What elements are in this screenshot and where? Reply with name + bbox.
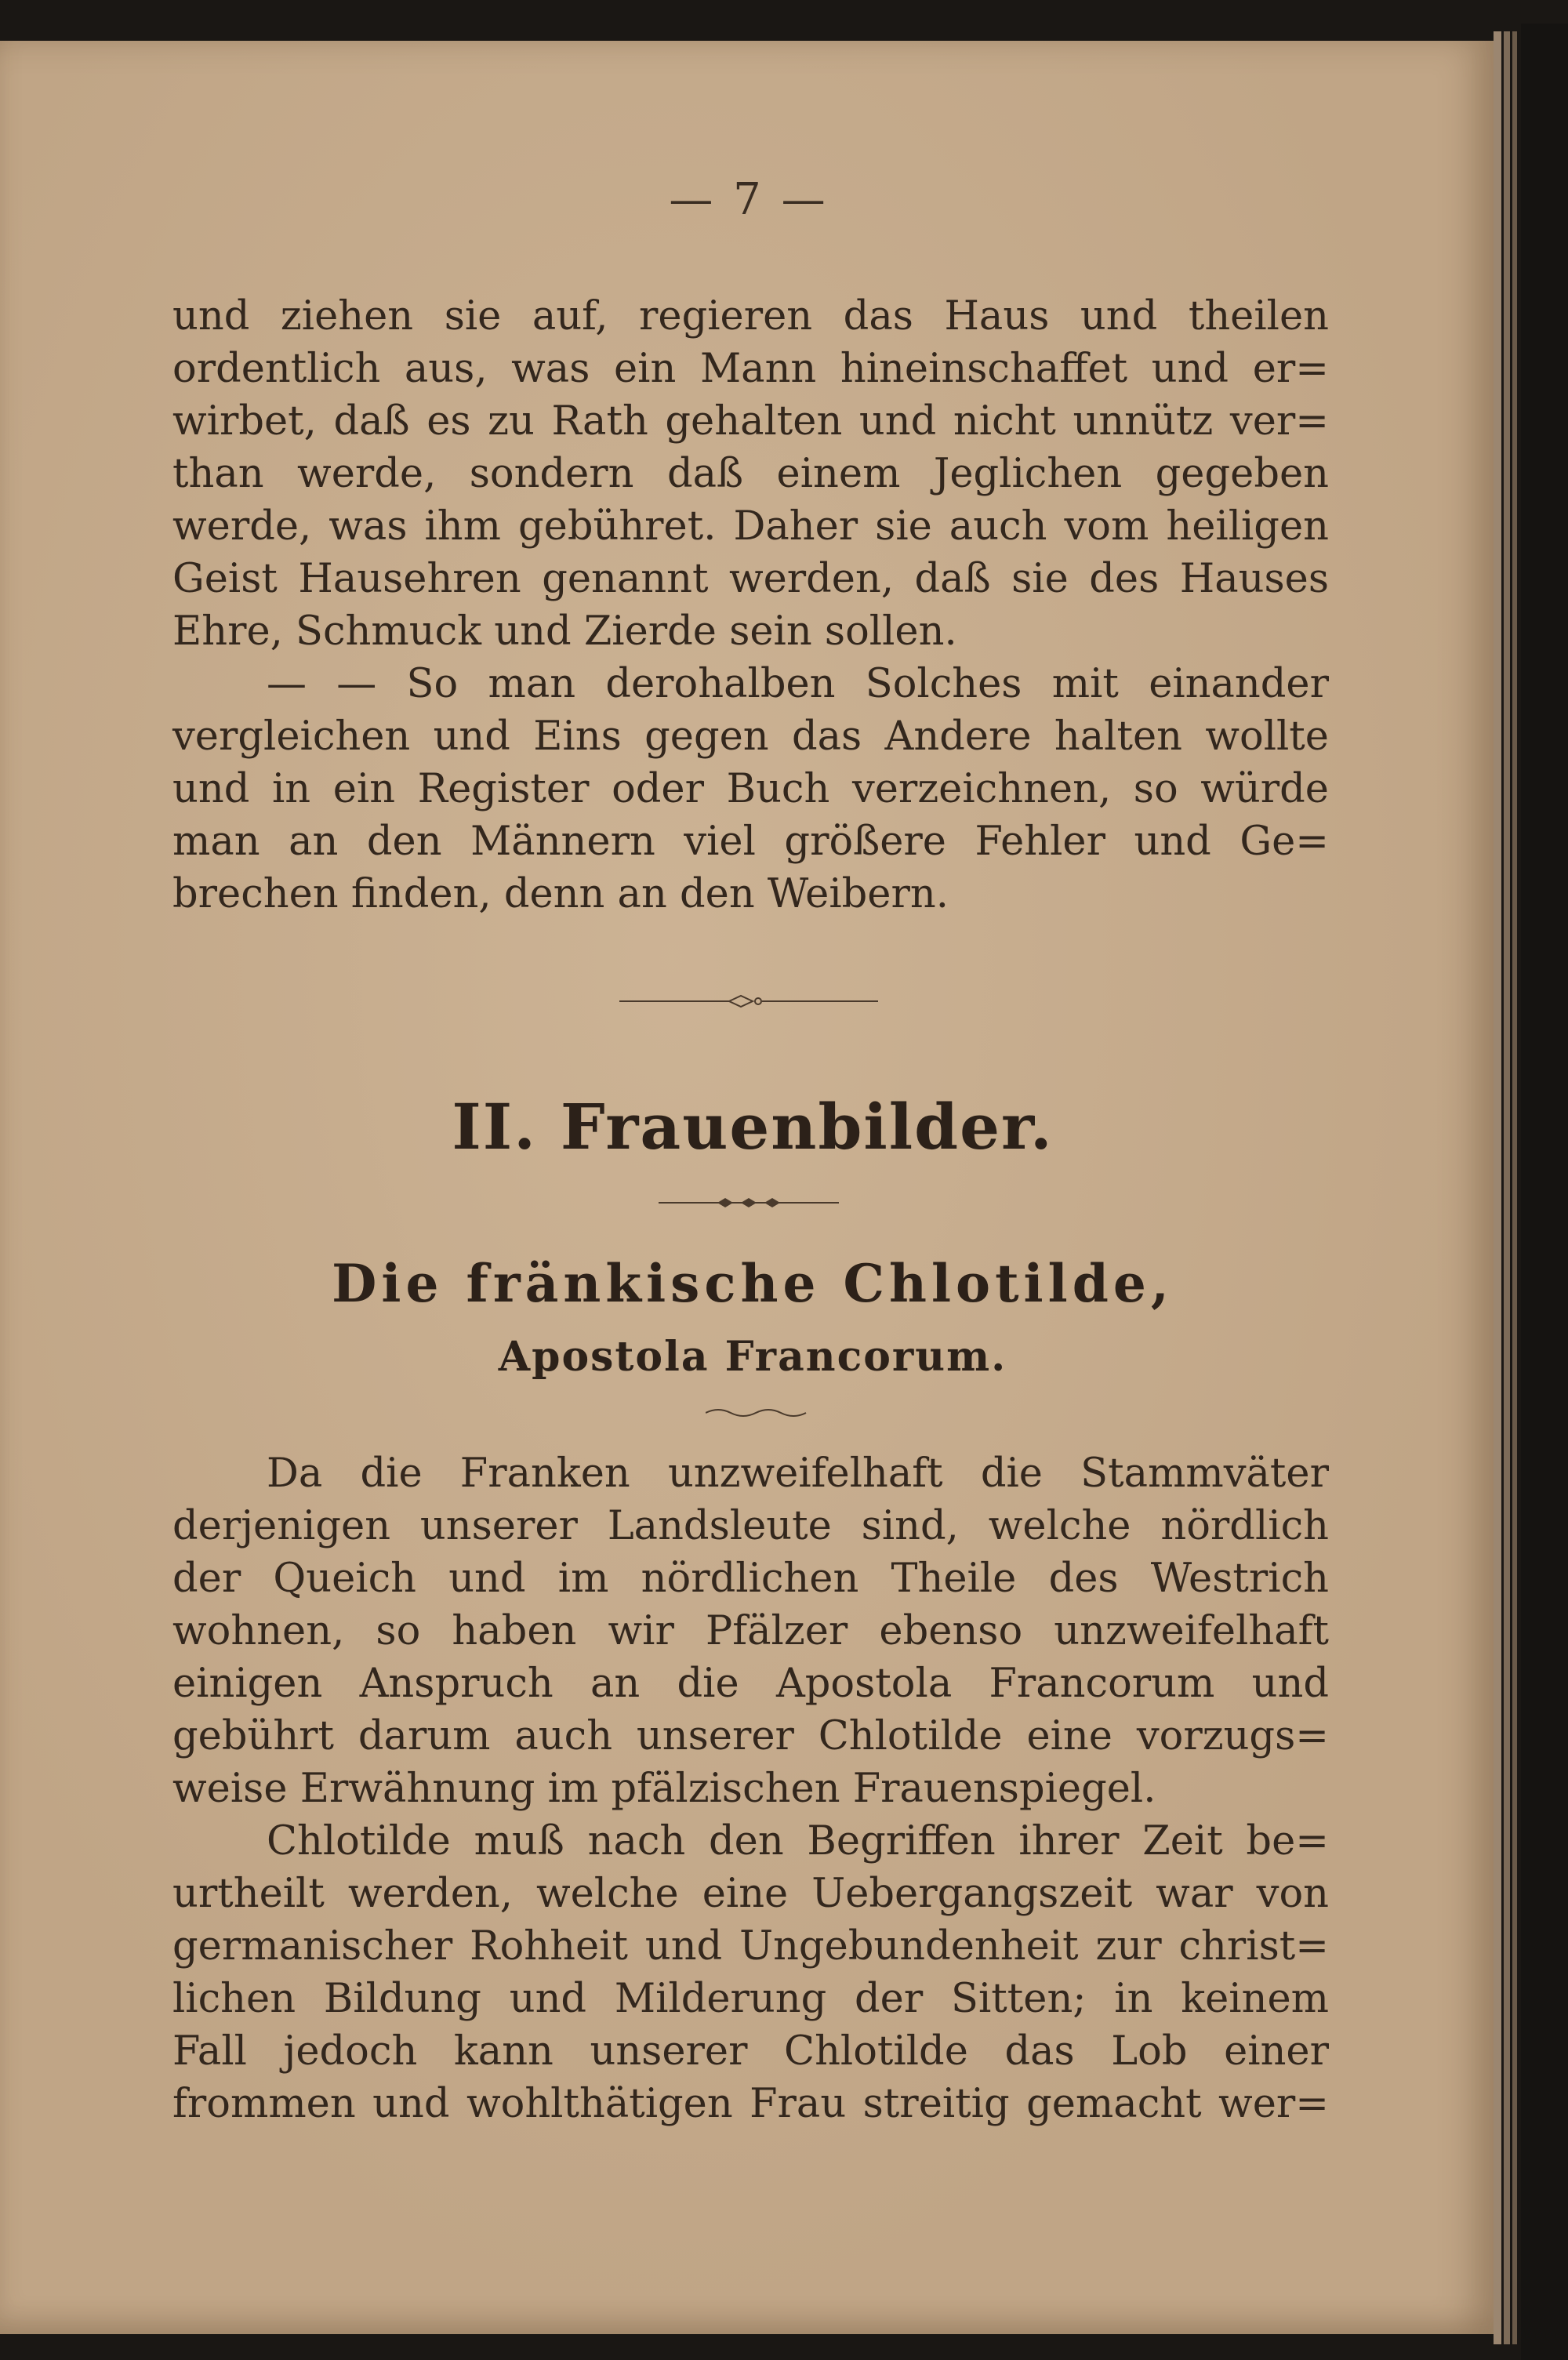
- text-line: ordentlich aus, was ein Mann hineinschaffet und er=: [172, 346, 1329, 392]
- top-paragraph: [172, 290, 1329, 920]
- text-line: lichen Bildung und Milderung der Sitten; in keinem: [172, 1976, 1329, 2022]
- text-line: Geist Hausehren genannt werden, daß sie des Hauses: [172, 556, 1329, 602]
- text-line: wirbet, daß es zu Rath gehalten und nicht unnütz ver=: [172, 398, 1329, 445]
- text-line: vergleichen und Eins gegen das Andere halten wollte: [172, 713, 1329, 760]
- text-line: einigen Anspruch an die Apostola Francorum und: [172, 1661, 1329, 1707]
- text-line: man an den Männern viel größere Fehler und Ge=: [172, 819, 1329, 865]
- text-line: und in ein Register oder Buch verzeichnen, so würde: [172, 766, 1329, 812]
- page-number: — 7 —: [669, 174, 829, 225]
- page-edge: [1512, 31, 1517, 2344]
- text-line: Chlotilde muß nach den Begriffen ihrer Zeit be=: [267, 1818, 1329, 1864]
- story-title: Die fränkische Chlotilde,: [332, 1253, 1174, 1314]
- divider-ornament: [659, 1195, 839, 1211]
- text-line: Fall jedoch kann unserer Chlotilde das Lob einer: [172, 2028, 1329, 2075]
- divider-ornament: [619, 989, 878, 1013]
- text-line: derjenigen unserer Landsleute sind, welche nördlich: [172, 1503, 1329, 1549]
- text-line: germanischer Rohheit und Ungebundenheit zur christ=: [172, 1923, 1329, 1970]
- text-line: frommen und wohlthätigen Frau streitig gemacht wer=: [172, 2081, 1329, 2127]
- text-line: werde, was ihm gebühret. Daher sie auch vom heiligen: [172, 503, 1329, 550]
- text-line: than werde, sondern daß einem Jeglichen gegeben: [172, 451, 1329, 497]
- text-line: Da die Franken unzweifelhaft die Stammväter: [267, 1450, 1329, 1497]
- text-line: brechen finden, denn an den Weibern.: [172, 871, 949, 917]
- section-heading: II. Frauenbilder.: [452, 1090, 1054, 1164]
- paragraph-chlotilde-judgement: [172, 1815, 1329, 2130]
- text-line: wohnen, so haben wir Pfälzer ebenso unzweifelhaft: [172, 1608, 1329, 1654]
- paragraph-chlotilde-intro: [172, 1447, 1329, 1815]
- page-edge: [1494, 31, 1501, 2344]
- text-line: weise Erwähnung im pfälzischen Frauenspiegel.: [172, 1766, 1156, 1812]
- text-line: Ehre, Schmuck und Zierde sein sollen.: [172, 608, 957, 655]
- story-subtitle: Apostola Francorum.: [498, 1333, 1007, 1381]
- page-edge: [1504, 31, 1510, 2344]
- text-line: urtheilt werden, welche eine Uebergangszeit war von: [172, 1871, 1329, 1917]
- text-line: der Queich und im nördlichen Theile des Westrich: [172, 1556, 1329, 1602]
- text-line: — — So man derohalben Solches mit einander: [267, 661, 1329, 707]
- book-binding: [1521, 24, 1568, 2360]
- text-line: gebührt darum auch unserer Chlotilde eine vorzugs=: [172, 1713, 1329, 1759]
- text-line: und ziehen sie auf, regieren das Haus und theilen: [172, 293, 1329, 339]
- divider-ornament: [706, 1405, 808, 1421]
